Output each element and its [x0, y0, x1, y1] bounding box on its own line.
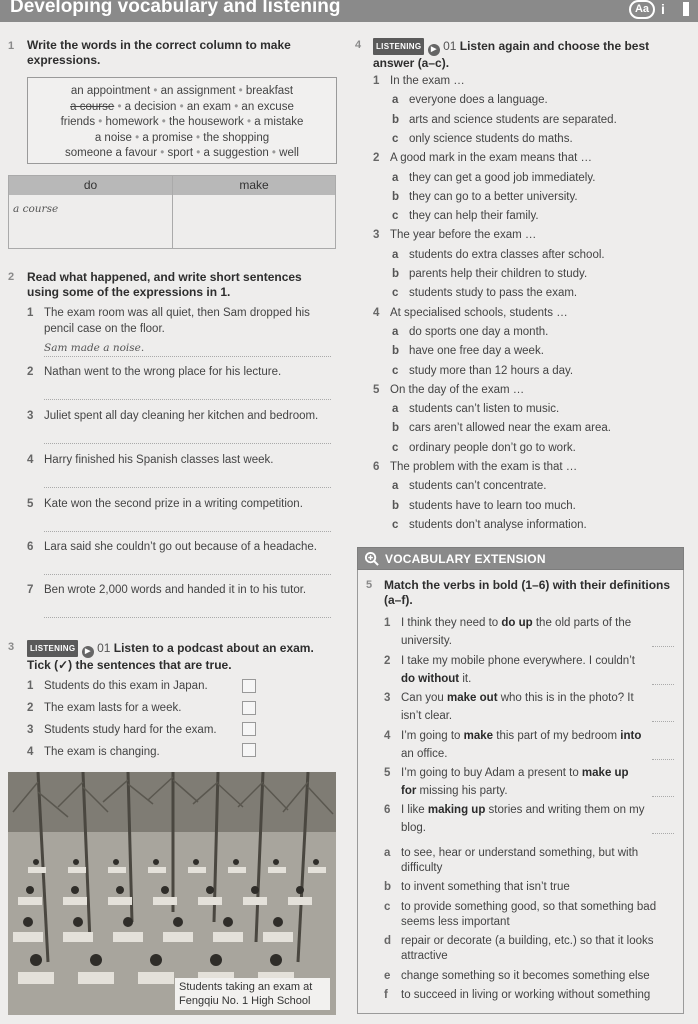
- item-number: 4: [27, 746, 34, 758]
- exercise-5-number: 5: [366, 579, 373, 591]
- option-letter: c: [392, 364, 399, 377]
- item-text: The exam is changing.: [44, 746, 160, 758]
- answer-line[interactable]: [44, 443, 331, 444]
- list-item: [27, 701, 237, 717]
- item-number: 5: [384, 767, 391, 779]
- vocabulary-extension-title: VOCABULARY EXTENSION: [385, 552, 546, 566]
- answer-option[interactable]: [392, 364, 684, 379]
- definition: [384, 846, 680, 876]
- item-number: 2: [27, 702, 34, 714]
- answer-option[interactable]: [392, 171, 684, 186]
- option-text: have one free day a week.: [409, 345, 544, 358]
- sentence-text: who this is in the photo? It isn’t clear.: [401, 692, 634, 722]
- answer-option[interactable]: [392, 190, 684, 205]
- sentence-text: I take my mobile phone everywhere. I couldn’t: [401, 655, 635, 667]
- definition: [384, 880, 680, 895]
- option-letter: b: [392, 268, 400, 280]
- item-text: Ben wrote 2,000 words and handed it in to his tutor.: [44, 584, 307, 596]
- photo-caption: Students taking an exam at Fengqiu No. 1 High School: [175, 978, 330, 1010]
- list-item: [27, 409, 339, 425]
- item-number: 6: [384, 804, 391, 816]
- instruction-text: Listen to a podcast about an exam.: [113, 641, 314, 655]
- answer-option[interactable]: [392, 402, 684, 417]
- answer-option[interactable]: [392, 344, 684, 359]
- definition-letter: f: [384, 989, 388, 1001]
- option-letter: b: [392, 190, 400, 203]
- tick-box[interactable]: [242, 722, 256, 736]
- word: an appointment: [70, 85, 151, 97]
- answer-option[interactable]: [392, 248, 684, 263]
- question-number: 3: [373, 229, 380, 242]
- question-number: 4: [373, 306, 380, 319]
- option-letter: a: [392, 248, 399, 261]
- item-text: Kate won the second prize in a writing competition.: [44, 498, 303, 510]
- option-text: parents help their children to study.: [409, 268, 588, 280]
- item-number: 2: [27, 366, 34, 378]
- question-number: 6: [373, 461, 380, 473]
- question: [373, 383, 683, 398]
- exercise-3-number: 3: [8, 641, 15, 653]
- option-letter: b: [392, 113, 400, 126]
- option-text: students can’t concentrate.: [409, 480, 547, 493]
- word-line: friends • homework • the housework • a mistake: [60, 116, 304, 129]
- answer-line[interactable]: [652, 646, 674, 647]
- answer-line[interactable]: [652, 759, 674, 760]
- item-number: 7: [27, 584, 34, 596]
- definition-text: to invent something that isn’t true: [401, 881, 570, 893]
- column-divider: [172, 176, 173, 248]
- word: a promise: [142, 131, 193, 144]
- list-item: [27, 540, 339, 556]
- option-letter: c: [392, 441, 399, 454]
- option-text: everyone does a language.: [409, 94, 548, 107]
- definition-text: to provide something good, so that something bad seems less important: [401, 901, 657, 928]
- track-number: 01: [443, 39, 457, 53]
- option-letter: c: [392, 518, 399, 531]
- column-header-make: make: [173, 176, 335, 195]
- definition-text: repair or decorate (a building, etc.) so that it looks attractive: [401, 935, 654, 962]
- definition: [384, 934, 680, 964]
- header-bar-marker: [683, 2, 689, 16]
- list-item: [27, 679, 237, 695]
- question-text: In the exam …: [390, 75, 465, 87]
- item-number: 2: [384, 655, 391, 667]
- answer-line[interactable]: [652, 796, 674, 797]
- sentence-text: missing his party.: [416, 785, 508, 797]
- answer-line[interactable]: [652, 684, 674, 685]
- question-text: On the day of the exam …: [390, 383, 525, 396]
- option-text: students study to pass the exam.: [409, 287, 578, 300]
- item-text: Juliet spent all day cleaning her kitchen and bedroom.: [44, 410, 319, 422]
- answer-line[interactable]: [44, 574, 331, 575]
- instruction-text: Tick (✓) the sentences that are true.: [27, 658, 232, 672]
- answer-line[interactable]: [44, 487, 331, 488]
- word: someone a favour: [65, 147, 158, 160]
- answer-line[interactable]: [652, 721, 674, 722]
- word-line: a noise • a promise • the shopping: [94, 131, 270, 144]
- list-item: [27, 745, 237, 761]
- option-text: students have to learn too much.: [409, 499, 576, 512]
- answer-option[interactable]: [392, 325, 684, 340]
- answer-option[interactable]: [392, 267, 684, 282]
- item-number: 4: [384, 730, 391, 742]
- column-header-do: do: [9, 176, 172, 195]
- vocab-sentence: [384, 614, 646, 650]
- option-text: they can get a good job immediately.: [409, 171, 596, 184]
- bold-phrasal-verb: do without: [401, 673, 460, 685]
- exam-photo: [8, 772, 336, 1015]
- word-line: someone a favour • sport • a suggestion • well: [65, 147, 299, 160]
- option-text: cars aren’t allowed near the exam area.: [409, 422, 611, 435]
- question: [373, 460, 683, 475]
- question: [373, 74, 683, 89]
- handwritten-answer: Sam made a noise.: [44, 342, 145, 354]
- do-make-table[interactable]: [8, 175, 336, 249]
- exercise-4-number: 4: [355, 39, 362, 51]
- tick-box[interactable]: [242, 701, 256, 715]
- item-text: The exam lasts for a week.: [44, 702, 182, 714]
- option-letter: c: [392, 132, 399, 145]
- answer-line[interactable]: [44, 399, 331, 400]
- word: a mistake: [254, 116, 304, 129]
- vocab-sentence: [384, 689, 646, 725]
- item-number: 3: [384, 692, 391, 704]
- option-letter: a: [392, 480, 399, 493]
- word-line: an appointment • an assignment • breakfast: [70, 85, 294, 97]
- answer-line[interactable]: [44, 356, 331, 357]
- question: [373, 151, 683, 166]
- option-text: do sports one day a month.: [409, 325, 549, 338]
- definition-letter: b: [384, 881, 392, 893]
- page-header: [0, 0, 698, 22]
- bold-phrasal-verb: making up: [427, 804, 486, 816]
- sentence-text: I’m going to buy Adam a present to: [401, 767, 582, 779]
- tick-box[interactable]: [242, 743, 256, 757]
- answer-line[interactable]: [652, 833, 674, 834]
- item-number: 6: [27, 541, 34, 553]
- play-audio-icon[interactable]: ▶: [82, 646, 94, 658]
- option-letter: a: [392, 325, 399, 338]
- option-letter: b: [392, 345, 400, 358]
- exercise-3-instruction: [27, 640, 337, 673]
- list-item: [27, 306, 337, 337]
- question-number: 2: [373, 152, 380, 165]
- exercise-4-instruction: [373, 38, 683, 71]
- font-size-icon: Aa: [629, 0, 655, 19]
- vocab-sentence: [384, 652, 646, 688]
- word-crossed-out: a course: [70, 100, 115, 113]
- word: the housework: [169, 116, 244, 129]
- exercise-1-instruction: Write the words in the correct column to make expressions.: [27, 38, 291, 67]
- item-text: Lara said she couldn’t go out because of a headache.: [44, 541, 318, 553]
- option-text: students don’t analyse information.: [409, 518, 587, 531]
- answer-option[interactable]: [392, 209, 684, 224]
- definition-letter: e: [384, 970, 391, 982]
- bold-phrasal-verb: do up: [501, 617, 533, 629]
- page-title: Developing vocabulary and listening: [10, 0, 341, 17]
- exercise-2-instruction: Read what happened, and write short sentences using some of the expressions in 1.: [27, 270, 302, 299]
- option-letter: a: [392, 403, 399, 416]
- item-number: 1: [384, 617, 391, 629]
- word: friends: [60, 116, 96, 129]
- question-text: The year before the exam …: [390, 229, 537, 242]
- word: the shopping: [203, 131, 270, 144]
- question-text: A good mark in the exam means that …: [390, 152, 592, 165]
- word: breakfast: [245, 85, 294, 97]
- option-text: students can’t listen to music.: [409, 403, 560, 416]
- sentence-text: the old parts of the university.: [401, 617, 632, 647]
- word: well: [279, 147, 299, 160]
- word: homework: [105, 116, 159, 129]
- item-text: The exam room was all quiet, then Sam dropped his pencil case on the floor.: [44, 307, 310, 335]
- list-item: [27, 723, 242, 739]
- word: a decision: [124, 100, 177, 113]
- option-text: students do extra classes after school.: [409, 248, 605, 261]
- question: [373, 228, 683, 243]
- definition: [384, 900, 680, 930]
- bold-phrasal-verb: make up for: [401, 767, 629, 797]
- magnifier-plus-icon: [364, 551, 379, 566]
- play-audio-icon[interactable]: ▶: [428, 44, 440, 56]
- answer-option[interactable]: [392, 286, 684, 301]
- item-text: Harry finished his Spanish classes last week.: [44, 454, 274, 466]
- word: a noise: [94, 131, 132, 144]
- definition-letter: a: [384, 847, 391, 859]
- definition-text: change something so it becomes something else: [401, 970, 650, 982]
- sentence-text: I’m going to: [401, 730, 464, 742]
- vocab-sentence: [384, 801, 646, 837]
- sentence-text: it.: [459, 673, 472, 685]
- answer-option[interactable]: [392, 518, 684, 533]
- item-number: 3: [27, 410, 34, 422]
- word-box: [27, 77, 337, 164]
- question: [373, 306, 683, 321]
- question-number: 1: [373, 75, 380, 87]
- exercise-2-number: 2: [8, 271, 15, 283]
- list-item: [27, 583, 339, 599]
- answer-option[interactable]: [392, 93, 684, 108]
- definition-letter: d: [384, 935, 392, 947]
- track-number: 01: [97, 641, 111, 655]
- sentence-text: I think they need to: [401, 617, 502, 629]
- handwritten-example: a course: [13, 203, 59, 215]
- instruction-text: Listen again and choose the best answer (a–c).: [373, 39, 650, 70]
- word: an exam: [186, 100, 231, 113]
- answer-option[interactable]: [392, 421, 684, 436]
- option-letter: b: [392, 499, 400, 512]
- word-line: a course • a decision • an exam • an excuse: [70, 100, 294, 113]
- exercise-1-number: 1: [8, 40, 15, 52]
- word: sport: [167, 147, 194, 160]
- option-text: ordinary people don’t go to work.: [409, 441, 576, 454]
- item-number: 1: [27, 307, 34, 319]
- answer-option[interactable]: [392, 441, 684, 456]
- answer-line[interactable]: [44, 617, 331, 618]
- question-number: 5: [373, 383, 380, 396]
- info-icon: i: [661, 1, 665, 17]
- sentence-text: I like: [401, 804, 428, 816]
- item-number: 4: [27, 454, 34, 466]
- item-number: 5: [27, 498, 34, 510]
- word: an excuse: [241, 100, 294, 113]
- item-text: Students study hard for the exam.: [44, 724, 217, 736]
- option-text: they can go to a better university.: [409, 190, 578, 203]
- definition: [384, 988, 680, 1003]
- item-text: Students do this exam in Japan.: [44, 680, 208, 692]
- option-letter: c: [392, 287, 399, 300]
- bold-phrasal-verb: into: [620, 730, 642, 742]
- option-letter: a: [392, 171, 399, 184]
- sentence-text: an office.: [401, 748, 448, 760]
- definition-text: to succeed in living or working without something: [401, 989, 651, 1001]
- list-item: [27, 497, 339, 513]
- option-letter: c: [392, 210, 399, 223]
- sentence-text: this part of my bedroom: [493, 730, 621, 742]
- option-text: study more than 12 hours a day.: [409, 364, 574, 377]
- bold-phrasal-verb: make: [463, 730, 494, 742]
- item-number: 1: [27, 680, 34, 692]
- question-text: At specialised schools, students …: [390, 306, 568, 319]
- sentence-text: Can you: [401, 692, 448, 704]
- sentence-text: stories and writing them on my blog.: [401, 804, 645, 834]
- exercise-5-instruction: Match the verbs in bold (1–6) with their definitions (a–f).: [384, 578, 671, 607]
- option-text: arts and science students are separated.: [409, 113, 617, 126]
- list-item: [27, 453, 337, 469]
- word: an assignment: [160, 85, 236, 97]
- item-number: 3: [27, 724, 34, 736]
- listening-tag: LISTENING: [27, 640, 78, 657]
- word: a suggestion: [203, 147, 269, 160]
- vocabulary-extension-header: [357, 547, 684, 570]
- answer-option[interactable]: [392, 132, 684, 147]
- definition-text: to see, hear or understand something, but with difficulty: [401, 847, 639, 874]
- question-text: The problem with the exam is that …: [390, 461, 578, 473]
- definition: [384, 969, 680, 984]
- option-letter: b: [392, 422, 400, 435]
- listening-tag: LISTENING: [373, 38, 424, 55]
- definition-letter: c: [384, 901, 391, 913]
- vocab-sentence: [384, 727, 646, 763]
- option-letter: a: [392, 94, 399, 107]
- answer-option[interactable]: [392, 113, 684, 128]
- answer-option[interactable]: [392, 499, 684, 514]
- item-text: Nathan went to the wrong place for his lecture.: [44, 366, 282, 378]
- answer-option[interactable]: [392, 479, 684, 494]
- bold-phrasal-verb: make out: [447, 692, 498, 704]
- list-item: [27, 365, 337, 381]
- vocab-sentence: [384, 764, 646, 800]
- option-text: they can help their family.: [409, 210, 539, 223]
- answer-line[interactable]: [44, 531, 331, 532]
- option-text: only science students do maths.: [409, 132, 573, 145]
- tick-box[interactable]: [242, 679, 256, 693]
